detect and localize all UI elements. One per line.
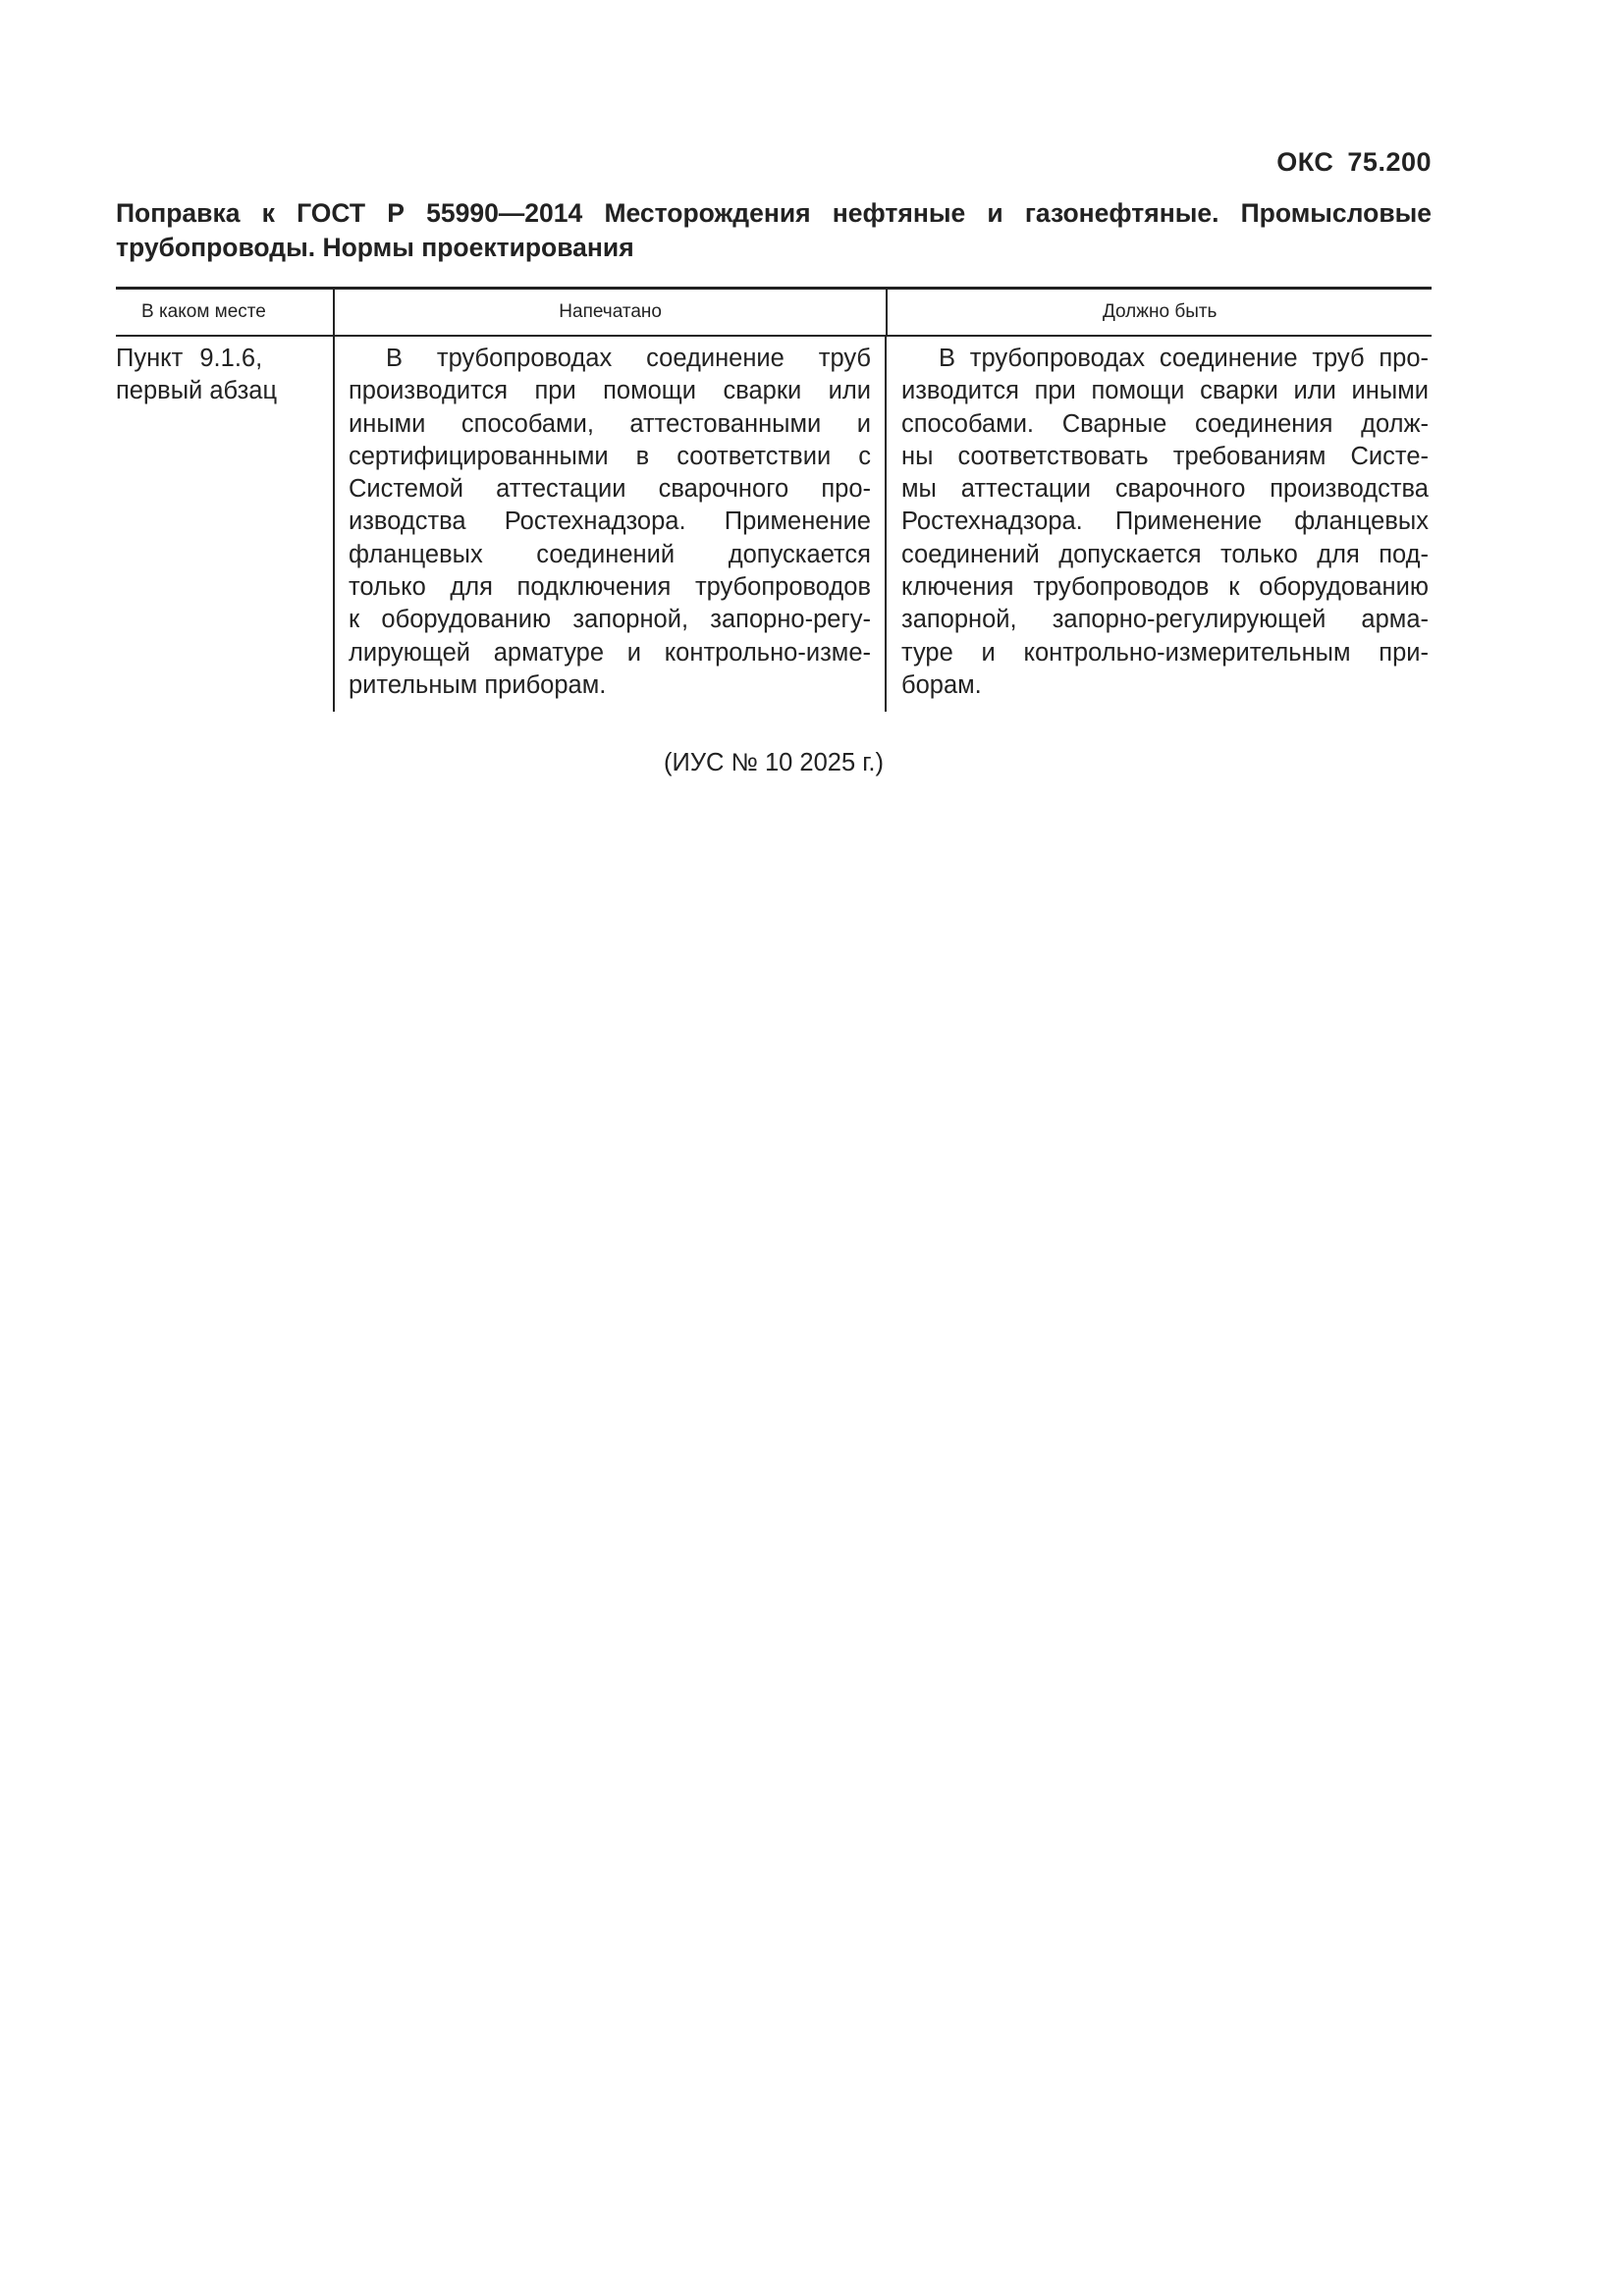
printed-line: изводства Ростехнадзора. Применение <box>349 507 871 536</box>
amendment-table <box>116 287 1432 712</box>
column-header-printed: Напечатано <box>333 290 887 335</box>
printed-line: лирующей арматуре и контрольно-изме- <box>349 638 871 667</box>
place-line: первый абзац <box>116 377 278 405</box>
oks-code: ОКС 75.200 <box>1276 147 1432 177</box>
printed-line: фланцевых соединений допускается <box>349 540 871 568</box>
should-be-line: соединений допускается только для под- <box>901 540 1429 568</box>
should-be-line: запорной, запорно-регулирующей арма- <box>901 606 1429 634</box>
printed-line: производится при помощи сварки или <box>349 377 871 405</box>
amendment-title: Поправка к ГОСТ Р 55990—2014 Месторождения нефтяные и газонефтяные. Промысловые трубопроводы. Нормы проектирования <box>116 198 1432 262</box>
printed-line: только для подключения трубопроводов <box>349 573 871 602</box>
should-be-line: мы аттестации сварочного производства <box>901 475 1429 504</box>
table-header-row <box>116 290 1432 337</box>
printed-line: иными способами, аттестованными и <box>349 409 871 438</box>
printed-line: В трубопроводах соединение труб <box>386 345 871 372</box>
should-be-line: борам. <box>901 670 982 699</box>
table-row <box>116 337 1432 712</box>
column-header-should-be: Должно быть <box>886 290 1432 335</box>
printed-line: рительным приборам. <box>349 670 607 699</box>
should-be-line: ключения трубопроводов к оборудованию <box>901 573 1429 602</box>
cell-should-be <box>885 337 1429 712</box>
printed-line: к оборудованию запорной, запорно-регу- <box>349 606 871 634</box>
place-line: Пункт 9.1.6, <box>116 345 263 372</box>
should-be-line: способами. Сварные соединения долж- <box>901 409 1429 438</box>
cell-printed <box>333 337 885 712</box>
printed-line: сертифицированными в соответствии с <box>349 442 871 470</box>
cell-place <box>116 337 333 712</box>
printed-line: Системой аттестации сварочного про- <box>349 475 871 504</box>
should-be-line: ны соответствовать требованиям Систе- <box>901 442 1429 470</box>
should-be-line: изводится при помощи сварки или иными <box>901 377 1429 405</box>
should-be-line: туре и контрольно-измерительным при- <box>901 638 1429 667</box>
ius-reference: (ИУС № 10 2025 г.) <box>664 749 884 776</box>
column-header-place: В каком месте <box>141 301 266 322</box>
should-be-line: В трубопроводах соединение труб про- <box>939 345 1429 372</box>
should-be-line: Ростехнадзора. Применение фланцевых <box>901 507 1429 536</box>
